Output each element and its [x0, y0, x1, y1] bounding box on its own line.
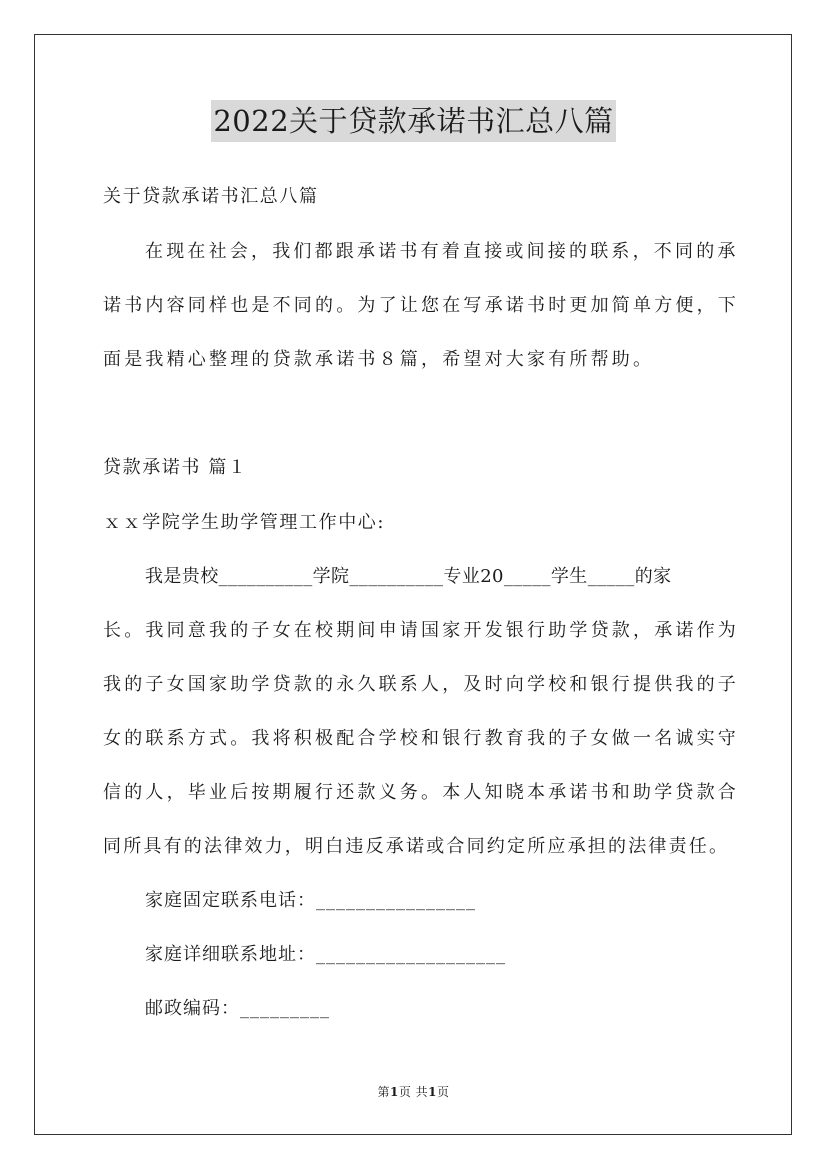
body-line-2: 长。我同意我的子女在校期间申请国家开发银行助学贷款，承诺作为: [103, 620, 739, 641]
intro-line-1: 在现在社会，我们都跟承诺书有着直接或间接的联系，不同的承: [145, 241, 739, 262]
field-address: 家庭详细联系地址：___________________: [145, 944, 506, 965]
section-heading: 贷款承诺书 篇１: [103, 457, 248, 478]
intro-line-3: 面是我精心整理的贷款承诺书８篇，希望对大家有所帮助。: [103, 349, 655, 370]
body-line-6: 同所具有的法律效力，明白违反承诺或合同约定所应承担的法律责任。: [103, 836, 730, 857]
footer-prefix: 第: [377, 1085, 390, 1099]
body-line-5: 信的人，毕业后按期履行还款义务。本人知晓本承诺书和助学贷款合: [103, 782, 739, 803]
document-title: 2022关于贷款承诺书汇总八篇: [211, 100, 615, 142]
page-footer: [0, 1083, 827, 1100]
body-line-3: 我的子女国家助学贷款的永久联系人，及时向学校和银行提供我的子: [103, 674, 739, 695]
footer-page-total: 1: [428, 1085, 438, 1099]
field-postcode: 邮政编码：_________: [145, 998, 330, 1019]
field-phone: 家庭固定联系电话：________________: [145, 890, 476, 911]
footer-suffix: 页: [437, 1085, 450, 1099]
body-line-4: 女的联系方式。我将积极配合学校和银行教育我的子女做一名诚实守: [103, 728, 739, 749]
footer-mid: 页 共: [398, 1085, 429, 1099]
addressee: ｘｘ学院学生助学管理工作中心:: [103, 512, 386, 533]
intro-line-2: 诺书内容同样也是不同的。为了让您在写承诺书时更加简单方便，下: [103, 295, 739, 316]
document-subtitle: 关于贷款承诺书汇总八篇: [103, 186, 319, 207]
body-line-1: 我是贵校__________学院__________专业20_____学生_____的家: [145, 566, 672, 587]
footer-page-number: 1: [389, 1085, 399, 1099]
title-container: [0, 100, 827, 142]
